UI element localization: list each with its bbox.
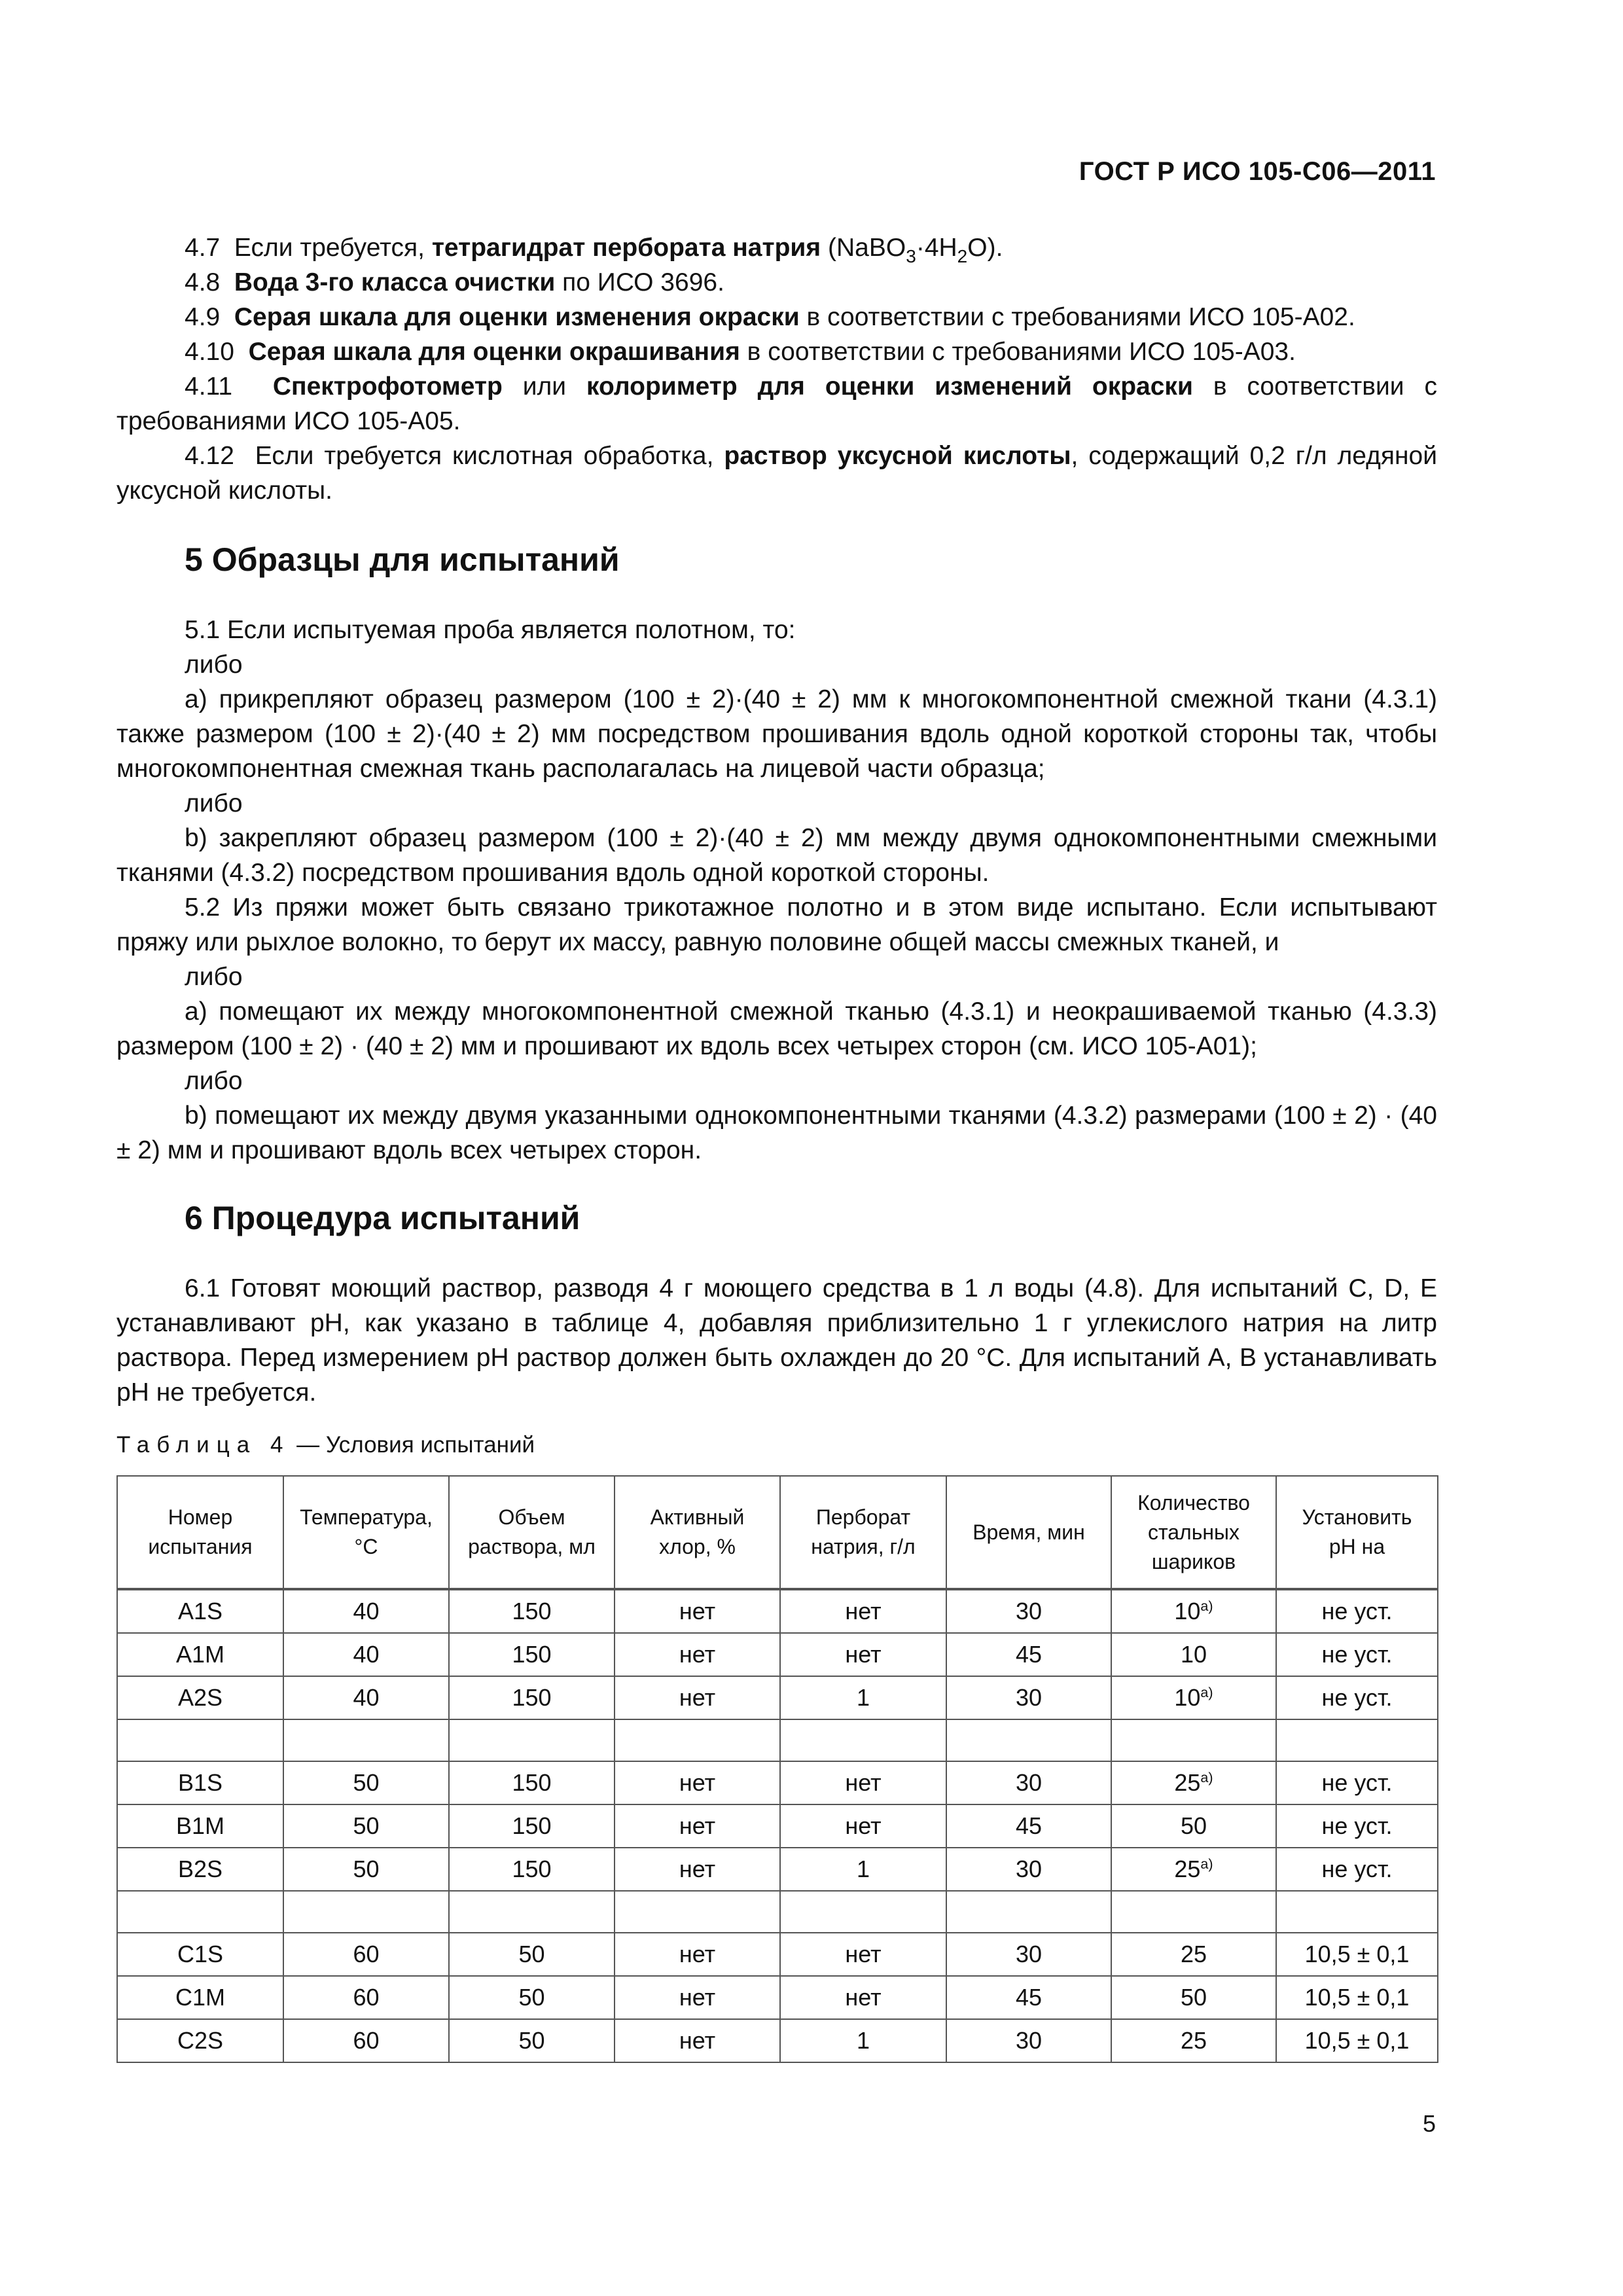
cell-value: 30 [1015, 1769, 1043, 1796]
column-header-line: Номер [168, 1505, 233, 1529]
table-cell [283, 1761, 449, 1804]
table-cell [780, 1804, 946, 1848]
table-header-row [117, 1476, 1438, 1589]
paragraph-4-12: 4.12 Если требуется кислотная обработка, раствор уксусной кислоты, содержащий 0,2 г/л ледяной уксусной кислоты. [116, 442, 1437, 505]
table-cell [615, 1633, 780, 1676]
cell-value: нет [679, 2027, 716, 2054]
table-cell [780, 1719, 946, 1761]
cell-value: нет [845, 1598, 882, 1624]
cell-value: 50 [353, 1769, 380, 1796]
footnote-mark: а) [1200, 1598, 1213, 1615]
table-cell [780, 1761, 946, 1804]
paragraph-4-10: 4.10 Серая шкала для оценки окрашивания в соответствии с требованиями ИСО 105-А03. [185, 338, 1296, 366]
cell-value: нет [679, 1769, 716, 1796]
cell-value: B1M [175, 1812, 225, 1839]
paragraph-4-7: 4.7 Если требуется, тетрагидрат пербората натрия $(NaBO_3\cdot 4H_2O)$. [185, 234, 1003, 266]
column-header [1111, 1476, 1276, 1589]
cell-value: 10 [1174, 1598, 1201, 1624]
cell-value: нет [845, 1812, 882, 1839]
cell-value: 50 [518, 1941, 545, 1967]
table-cell [780, 2019, 946, 2062]
table-cell [117, 1891, 283, 1933]
section-6-heading: 6 Процедура испытаний [185, 1200, 580, 1236]
page-number: 5 [1422, 2110, 1436, 2137]
paragraph-4-8: 4.8 Вода 3-го класса очистки по ИСО 3696. [185, 268, 724, 296]
footnote-mark: а) [1200, 1684, 1213, 1701]
table-cell [946, 1891, 1111, 1933]
table-cell [780, 1676, 946, 1719]
footnote-mark: а) [1200, 1769, 1213, 1786]
cell-value: B1S [177, 1769, 223, 1796]
column-header-line: Объем [498, 1505, 565, 1529]
table-cell [946, 1633, 1111, 1676]
table-cell [117, 1848, 283, 1891]
table-row [117, 1589, 1438, 1633]
table-row [117, 1976, 1438, 2019]
cell-value: A1S [177, 1598, 223, 1624]
table-row [117, 2019, 1438, 2062]
cell-value: 150 [512, 1769, 552, 1796]
column-header [117, 1476, 283, 1589]
table-cell [1276, 1761, 1438, 1804]
table-cell [449, 1976, 615, 2019]
table-cell [1276, 1933, 1438, 1976]
table-body [117, 1589, 1438, 2062]
table-cell [283, 1633, 449, 1676]
table-cell [1111, 1761, 1276, 1804]
table-cell [449, 1676, 615, 1719]
table-cell [117, 1676, 283, 1719]
table-cell [283, 2019, 449, 2062]
paragraph-4-9: 4.9 Серая шкала для оценки изменения окраски в соответствии с требованиями ИСО 105-А02. [185, 303, 1355, 331]
table-cell [449, 1633, 615, 1676]
cell-value: 1 [856, 2027, 870, 2054]
table-row [117, 1804, 1438, 1848]
cell-value: не уст. [1321, 1769, 1393, 1796]
table-cell [780, 1589, 946, 1633]
table-cell [780, 1633, 946, 1676]
cell-value: 40 [353, 1641, 380, 1668]
table-cell [1111, 1848, 1276, 1891]
cell-value: нет [679, 1984, 716, 2011]
column-header [283, 1476, 449, 1589]
paragraph-5-2: 5.2 Из пряжи может быть связано трикотажное полотно и в этом виде испытано. Если испытывают пряжу или рыхлое волокно, то берут их массу, равную половине общей массы смежных тканей, и [116, 893, 1437, 956]
column-header-line: pH на [1329, 1535, 1385, 1558]
column-header [946, 1476, 1111, 1589]
table-cell [1111, 1976, 1276, 2019]
table-cell [283, 1891, 449, 1933]
table-cell [946, 1976, 1111, 2019]
cell-value: 10,5 ± 0,1 [1304, 2027, 1410, 2054]
table-cell [117, 1761, 283, 1804]
table-spacer-row [117, 1719, 1438, 1761]
table-row [117, 1848, 1438, 1891]
section-5-heading: 5 Образцы для испытаний [185, 541, 620, 578]
cell-value: нет [679, 1684, 716, 1711]
cell-value: 150 [512, 1856, 552, 1882]
cell-value: 25 [1180, 2027, 1207, 2054]
paragraph-5-1: 5.1 Если испытуемая проба является полотном, то: [185, 616, 796, 644]
cell-value: 10 [1174, 1684, 1201, 1711]
table-cell [615, 1848, 780, 1891]
column-header-line: Активный [650, 1505, 745, 1529]
table-cell [946, 2019, 1111, 2062]
column-header-line: Перборат [815, 1505, 911, 1529]
cell-value: 50 [353, 1812, 380, 1839]
paragraph-or: либо [185, 1067, 243, 1095]
table-cell [283, 1804, 449, 1848]
column-header-line: натрия, г/л [811, 1535, 916, 1558]
table-cell [946, 1676, 1111, 1719]
table-cell [1111, 1891, 1276, 1933]
column-header-line: хлор, % [659, 1535, 736, 1558]
table-cell [1276, 1804, 1438, 1848]
column-header-line: Установить [1302, 1505, 1412, 1529]
table-cell [117, 1719, 283, 1761]
cell-value: нет [679, 1598, 716, 1624]
paragraph-5-2-a: a) помещают их между многокомпонентной смежной тканью (4.3.1) и неокрашиваемой тканью (4.3.3) размером (100 ± 2) · (40 ± 2) мм и прошивают их вдоль всех четырех сторон (см. ИСО 105-А01); [116, 997, 1437, 1060]
table-cell [117, 1633, 283, 1676]
cell-value: 50 [1180, 1812, 1207, 1839]
table-cell [615, 1891, 780, 1933]
table-cell [946, 1848, 1111, 1891]
table-cell [615, 2019, 780, 2062]
cell-value: 150 [512, 1684, 552, 1711]
table-cell [946, 1761, 1111, 1804]
cell-value: C2S [177, 2027, 224, 2054]
column-header-line: стальных [1147, 1520, 1240, 1544]
cell-value: 10 [1180, 1641, 1207, 1668]
cell-value: 45 [1015, 1812, 1043, 1839]
cell-value: не уст. [1321, 1641, 1393, 1668]
table-cell [449, 1891, 615, 1933]
table-cell [615, 1719, 780, 1761]
cell-value: нет [845, 1769, 882, 1796]
cell-value: нет [845, 1641, 882, 1668]
test-conditions-table [116, 1475, 1438, 2063]
column-header-line: °С [354, 1535, 378, 1558]
table-cell [780, 1891, 946, 1933]
table-cell [615, 1804, 780, 1848]
table-cell [283, 1676, 449, 1719]
cell-value: не уст. [1321, 1856, 1393, 1882]
table-cell [283, 1933, 449, 1976]
paragraph-or: либо [185, 789, 243, 817]
table-cell [283, 1976, 449, 2019]
table-spacer-row [117, 1891, 1438, 1933]
table-cell [1276, 1633, 1438, 1676]
paragraph-5-1-a: a) прикрепляют образец размером (100 ± 2)·(40 ± 2) мм к многокомпонентной смежной ткани (4.3.1) также размером (100 ± 2)·(40 ± 2) мм посредством прошивания вдоль одной короткой стороны так, чтобы многокомпонентная смежная ткань располагалась на лицевой части образца; [116, 685, 1437, 783]
table-cell [615, 1761, 780, 1804]
column-header [615, 1476, 780, 1589]
table-cell [117, 1804, 283, 1848]
cell-value: 150 [512, 1641, 552, 1668]
table-cell [283, 1589, 449, 1633]
column-header-line: Количество [1137, 1490, 1250, 1515]
cell-value: 25 [1174, 1769, 1201, 1796]
table-cell [780, 1976, 946, 2019]
table-cell [615, 1589, 780, 1633]
table-cell [1276, 1719, 1438, 1761]
column-header-line: раствора, мл [468, 1535, 596, 1558]
column-header [780, 1476, 946, 1589]
table-cell [1276, 1976, 1438, 2019]
table-cell [946, 1933, 1111, 1976]
cell-value: A1M [175, 1641, 225, 1668]
paragraph-or: либо [185, 651, 243, 679]
table-cell [117, 1976, 283, 2019]
column-header-line: Температура, [300, 1505, 433, 1529]
table-cell [615, 1933, 780, 1976]
cell-value: 25 [1174, 1856, 1201, 1882]
cell-value: 30 [1015, 1856, 1043, 1882]
cell-value: 150 [512, 1812, 552, 1839]
table-cell [1111, 1933, 1276, 1976]
cell-value: 30 [1015, 1684, 1043, 1711]
table-cell [1276, 1891, 1438, 1933]
cell-value: B2S [177, 1856, 223, 1882]
table-cell [117, 2019, 283, 2062]
cell-value: нет [679, 1941, 716, 1967]
paragraph-5-2-b: b) помещают их между двумя указанными однокомпонентными тканями (4.3.2) размерами (100 ± 2) · (40 ± 2) мм и прошивают вдоль всех четырех сторон. [116, 1102, 1437, 1164]
cell-value: C1S [177, 1941, 224, 1967]
cell-value: 50 [518, 2027, 545, 2054]
table-cell [283, 1719, 449, 1761]
table-cell [449, 2019, 615, 2062]
table-cell [449, 1804, 615, 1848]
cell-value: A2S [177, 1684, 223, 1711]
table-cell [780, 1848, 946, 1891]
cell-value: нет [845, 1941, 882, 1967]
column-header [449, 1476, 615, 1589]
cell-value: 50 [518, 1984, 545, 2011]
table-cell [946, 1804, 1111, 1848]
table-cell [946, 1589, 1111, 1633]
table-cell [1111, 1589, 1276, 1633]
table-cell [117, 1933, 283, 1976]
table-cell [449, 1719, 615, 1761]
cell-value: 30 [1015, 1598, 1043, 1624]
table-cell [1276, 1589, 1438, 1633]
cell-value: 45 [1015, 1984, 1043, 2011]
table-cell [449, 1761, 615, 1804]
table-cell [283, 1848, 449, 1891]
cell-value: C1M [175, 1984, 225, 2011]
cell-value: 10,5 ± 0,1 [1304, 1984, 1410, 2011]
footnote-mark: а) [1200, 1856, 1213, 1873]
table-cell [449, 1933, 615, 1976]
column-header-line: шариков [1151, 1549, 1236, 1573]
cell-value: нет [679, 1641, 716, 1668]
document-header: ГОСТ Р ИСО 105-С06—2011 [1079, 157, 1436, 186]
table-cell [1111, 1633, 1276, 1676]
column-header [1276, 1476, 1438, 1589]
paragraph-5-1-b: b) закрепляют образец размером (100 ± 2)·(40 ± 2) мм между двумя однокомпонентными смежными тканями (4.3.2) посредством прошивания вдоль одной короткой стороны. [116, 824, 1437, 887]
table-cell [1111, 1719, 1276, 1761]
table-cell [1276, 1848, 1438, 1891]
table-cell [1111, 1676, 1276, 1719]
cell-value: 60 [353, 2027, 380, 2054]
cell-value: нет [679, 1812, 716, 1839]
cell-value: 30 [1015, 2027, 1043, 2054]
cell-value: 1 [856, 1856, 870, 1882]
paragraph-6-1: 6.1 Готовят моющий раствор, разводя 4 г моющего средства в 1 л воды (4.8). Для испытаний С, D, E устанавливают pH, как указано в таблице 4, добавляя приблизительно 1 г углекислого натрия на литр раствора. Перед измерением pH раствор должен быть охлажден до 20 °С. Для испытаний А, В устанавливать pH не требуется. [116, 1274, 1437, 1407]
table-cell [1276, 1676, 1438, 1719]
table-cell [449, 1589, 615, 1633]
cell-value: 40 [353, 1598, 380, 1624]
table-cell [946, 1719, 1111, 1761]
table-cell [1111, 2019, 1276, 2062]
table-cell [1111, 1804, 1276, 1848]
cell-value: 25 [1180, 1941, 1207, 1967]
table-caption: Таблица 4 — Условия испытаний [116, 1432, 535, 1458]
cell-value: 60 [353, 1984, 380, 2011]
column-header-line: испытания [148, 1535, 253, 1558]
column-header-line: Время, мин [972, 1520, 1085, 1544]
paragraph-or: либо [185, 963, 243, 991]
cell-value: 40 [353, 1684, 380, 1711]
table-cell [615, 1676, 780, 1719]
cell-value: нет [845, 1984, 882, 2011]
cell-value: не уст. [1321, 1598, 1393, 1624]
cell-value: 1 [856, 1684, 870, 1711]
cell-value: 50 [353, 1856, 380, 1882]
cell-value: не уст. [1321, 1812, 1393, 1839]
table-row [117, 1933, 1438, 1976]
table-cell [1276, 2019, 1438, 2062]
table-row [117, 1676, 1438, 1719]
cell-value: не уст. [1321, 1684, 1393, 1711]
table-cell [780, 1933, 946, 1976]
table-row [117, 1761, 1438, 1804]
table-row [117, 1633, 1438, 1676]
table-cell [117, 1589, 283, 1633]
cell-value: 60 [353, 1941, 380, 1967]
paragraph-4-11: 4.11 Спектрофотометр или колориметр для оценки изменений окраски в соответствии с требованиями ИСО 105-А05. [116, 372, 1437, 435]
cell-value: 50 [1180, 1984, 1207, 2011]
table-cell [615, 1976, 780, 2019]
cell-value: 45 [1015, 1641, 1043, 1668]
cell-value: 30 [1015, 1941, 1043, 1967]
table-cell [449, 1848, 615, 1891]
cell-value: 150 [512, 1598, 552, 1624]
cell-value: 10,5 ± 0,1 [1304, 1941, 1410, 1967]
cell-value: нет [679, 1856, 716, 1882]
